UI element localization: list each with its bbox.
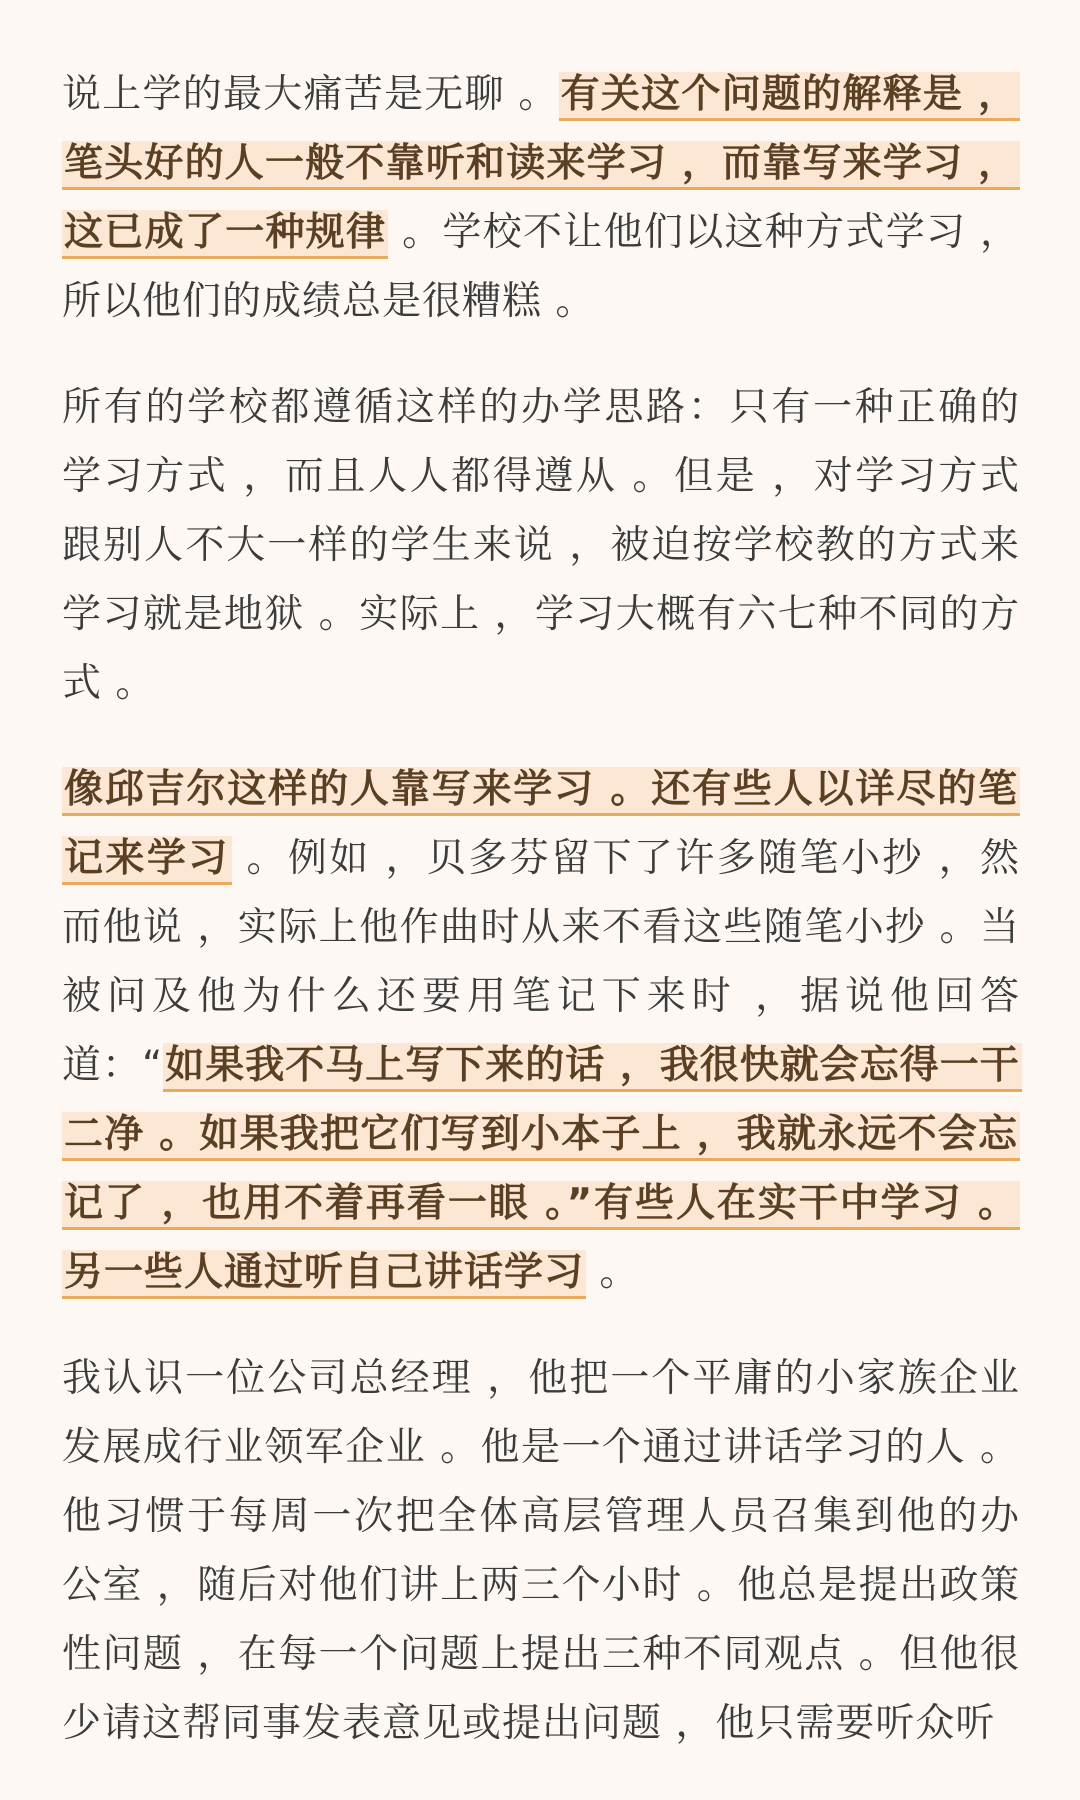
paragraph-2 [62,373,1020,718]
plain-text: 所有的学校都遵循这样的办学思路：只有一种正确的学习方式 ，而且人人都得遵从 。但是 ，对学习方式跟别人不大一样的学生来说 ，被迫按学校教的方式来学习就是地狱 。实际上 ，学习大概有六七种不同的方式 。 [62,385,1020,706]
plain-text: 。 [586,1250,640,1295]
highlighted-text[interactable]: 像邱吉尔这样的人靠写来学习 。还有些人以详尽的笔记来学习 [62,767,1020,885]
plain-text: 。例如 ，贝多芬留下了许多随笔小抄 ，然而他说 ，实际上他作曲时从来不看这些随笔小抄 。当被问及他为什么还要用笔记下来时 ，据说他回答道：“ [62,836,1020,1088]
paragraph-3 [62,755,1020,1307]
paragraph-4 [62,1344,1020,1758]
highlighted-text[interactable]: 有关这个问题的解释是 ，笔头好的人一般不靠听和读来学习 ，而靠写来学习 ，这已成了一种规律 [62,72,1020,259]
highlighted-text[interactable]: 如果我不马上写下来的话 ，我很快就会忘得一干二净 。如果我把它们写到小本子上 ，我就永远不会忘记了 ，也用不着再看一眼 。”有些人在实干中学习 。另一些人通过听自己讲话学习 [62,1043,1022,1299]
paragraph-1 [62,60,1020,336]
plain-text: 。学校不让他们以这种方式学习 ，所以他们的成绩总是很糟糕 。 [62,210,1020,324]
plain-text: 我认识一位公司总经理 ，他把一个平庸的小家族企业发展成行业领军企业 。他是一个通过讲话学习的人 。他习惯于每周一次把全体高层管理人员召集到他的办公室 ，随后对他们讲上两三个小时 。他总是提出政策性问题 ，在每一个问题上提出三种不同观点 。但他很少请这帮同事发表意见或提出问题 ，他只需要听众听 [62,1356,1020,1746]
plain-text: 说上学的最大痛苦是无聊 。 [62,72,559,117]
